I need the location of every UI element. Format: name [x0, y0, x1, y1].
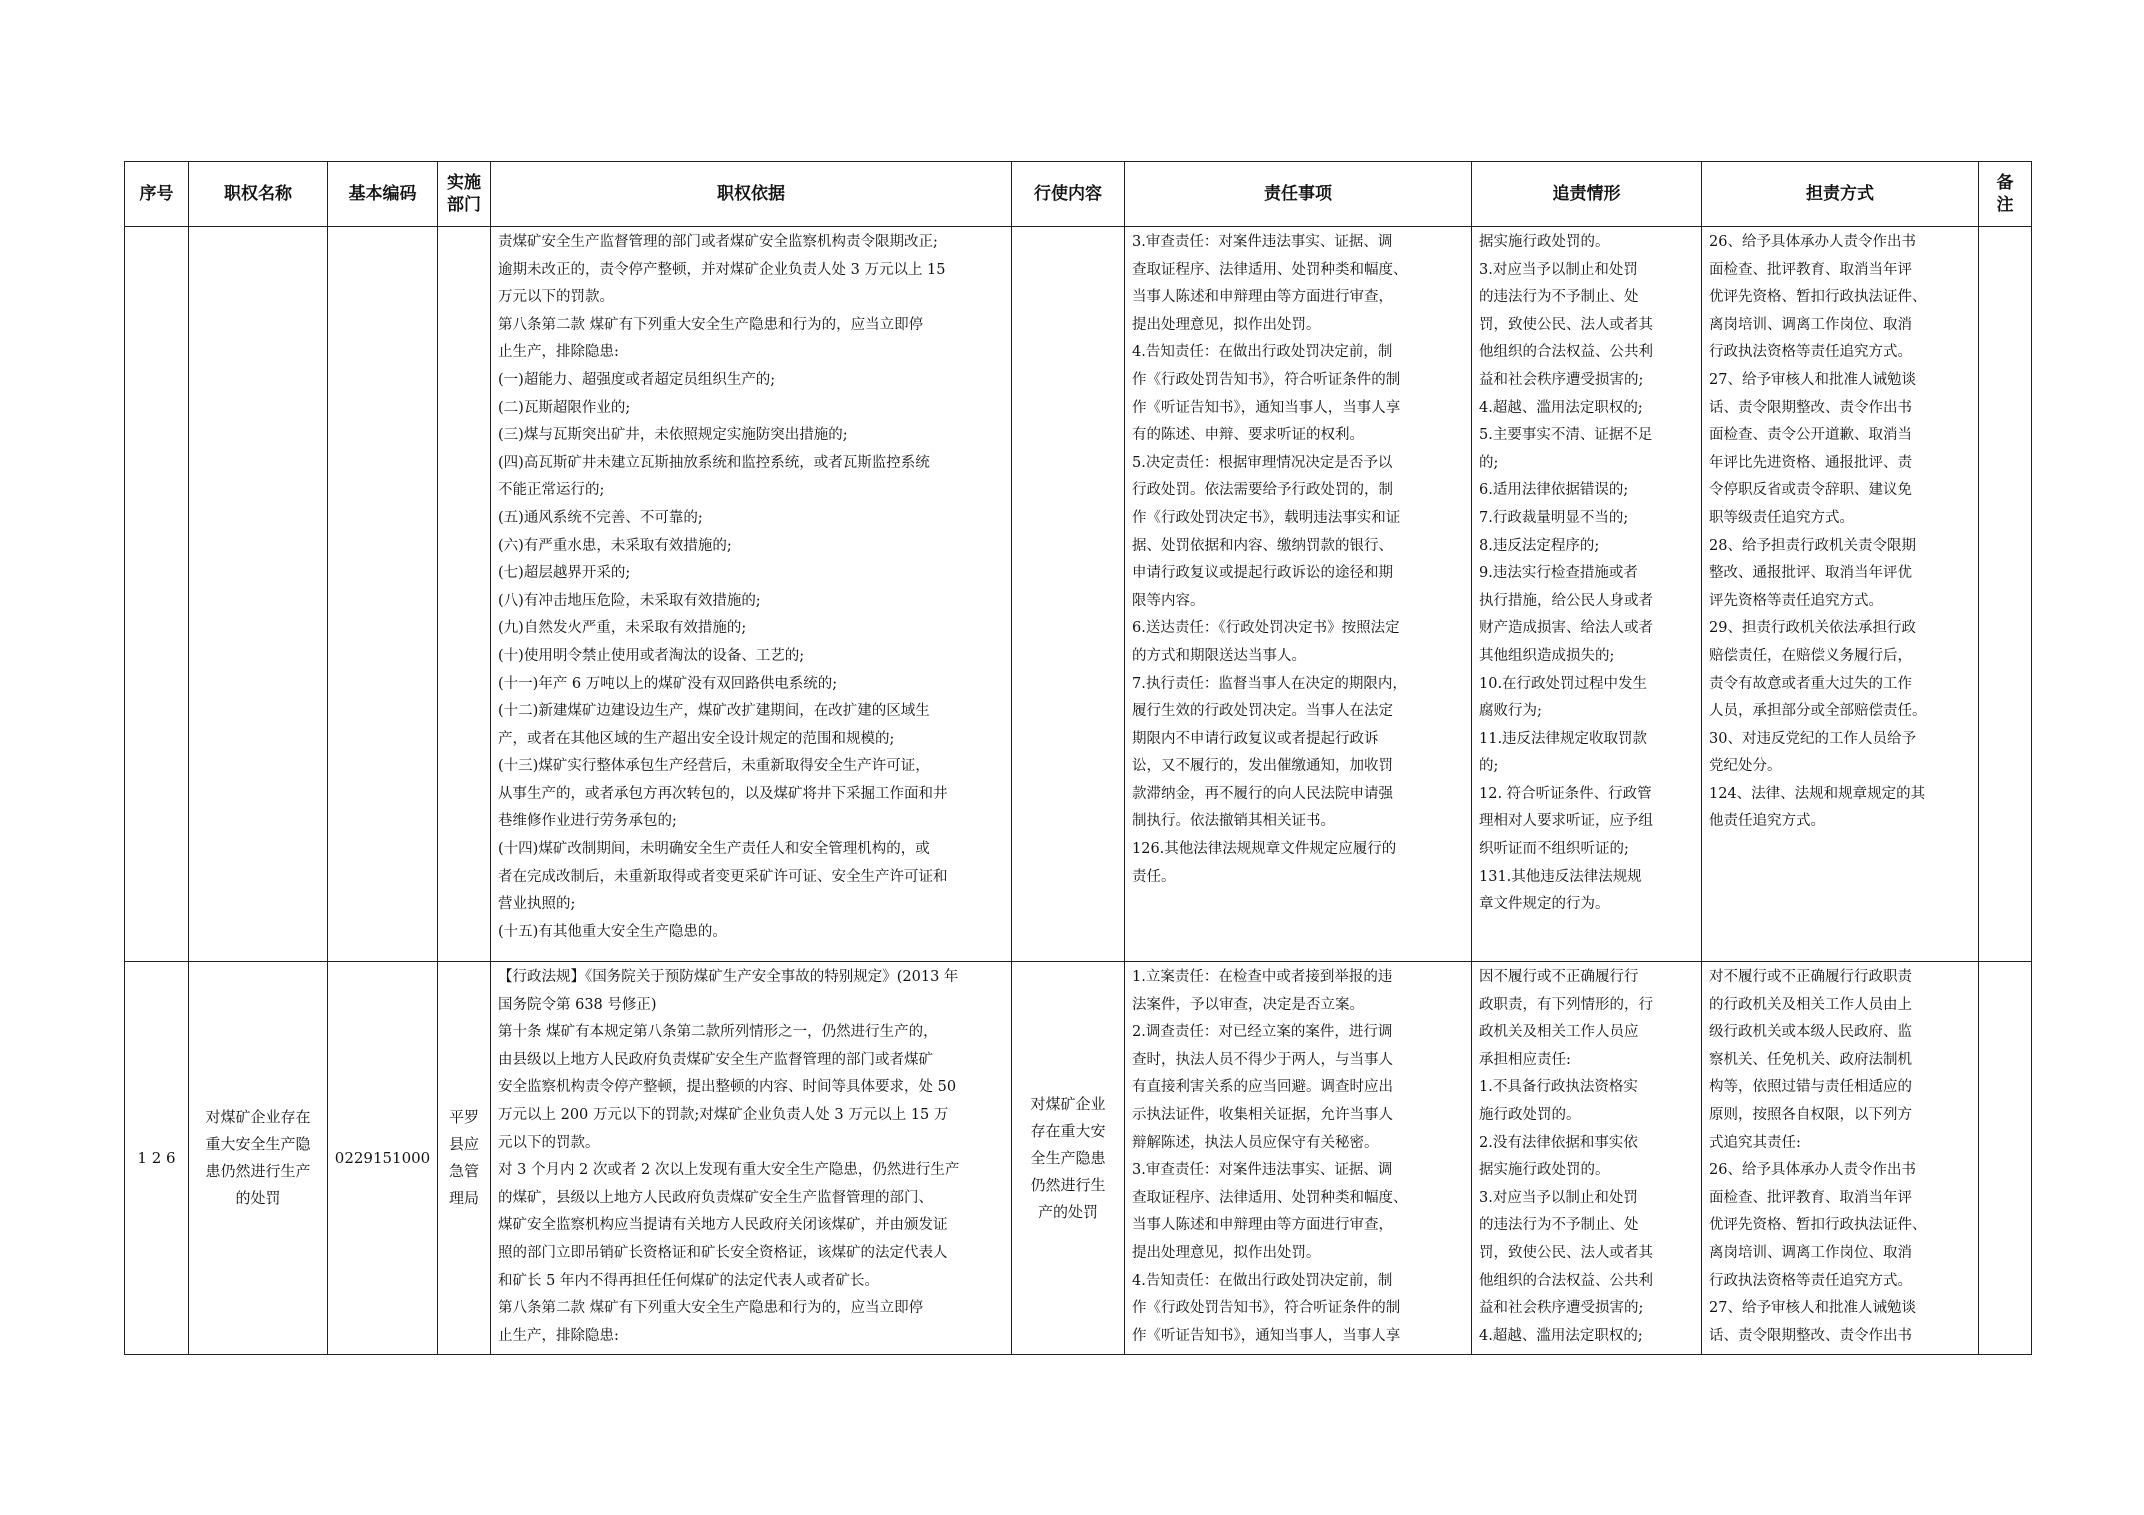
cell-line: 提出处理意见，拟作出处罚。 — [1132, 316, 1321, 333]
cell-line: (五)通风系统不完善、不可靠的; — [498, 509, 703, 526]
cell-line: 国务院令第 638 号修正) — [498, 996, 657, 1013]
seq-cell: 1 2 6 — [125, 962, 189, 1355]
cell-line: 评先资格等责任追究方式。 — [1709, 592, 1883, 609]
cell-line: 款滞纳金，再不履行的向人民法院申请强 — [1132, 785, 1393, 802]
cell-line: 政机关及相关工作人员应 — [1479, 1024, 1639, 1041]
cell-line: 营业执照的; — [498, 896, 576, 913]
cell-line: 面检查、批评教育、取消当年评 — [1709, 1189, 1912, 1206]
cell-line: 6.送达责任：《行政处罚决定书》按照法定 — [1132, 620, 1400, 637]
header-remark: 备 注 — [1979, 162, 2032, 227]
cell-line: 作《听证告知书》，通知当事人，当事人享 — [1132, 1327, 1401, 1344]
cell-line: (四)高瓦斯矿井未建立瓦斯抽放系统和监控系统，或者瓦斯监控系统 — [498, 454, 930, 471]
cell-line: 有的陈述、申辩、要求听证的权利。 — [1132, 427, 1364, 444]
header-name: 职权名称 — [189, 162, 328, 227]
cell-line: 理相对人要求听证，应予组 — [1479, 813, 1653, 830]
cell-line: 法案件，予以审查，决定是否立案。 — [1132, 996, 1364, 1013]
cell-line: 执行措施，给公民人身或者 — [1479, 592, 1653, 609]
header-dept: 实施 部门 — [438, 162, 491, 227]
cell-line: 5.决定责任：根据审理情况决定是否予以 — [1132, 454, 1393, 471]
cell-line: 的行政机关及相关工作人员由上 — [1709, 996, 1912, 1013]
cell-line: 2.调查责任：对已经立案的案件，进行调 — [1132, 1024, 1393, 1041]
cell-line: 人员，承担部分或全部赔偿责任。 — [1709, 703, 1927, 720]
basis-cell — [491, 227, 1012, 962]
header-accountability: 追责情形 — [1472, 162, 1702, 227]
cell-line: (十四)煤矿改制期间，未明确安全生产责任人和安全管理机构的，或 — [498, 841, 930, 858]
cell-line: (六)有严重水患，未采取有效措施的; — [498, 537, 732, 554]
remark-cell — [1979, 962, 2032, 1355]
liability-cell — [1702, 227, 1979, 962]
liability-cell — [1702, 962, 1979, 1355]
content-cell — [1012, 227, 1125, 962]
cell-line: (一)超能力、超强度或者超定员组织生产的; — [498, 371, 776, 388]
cell-line: 当事人陈述和申辩理由等方面进行审查， — [1132, 1217, 1393, 1234]
cell-line: 查时，执法人员不得少于两人，与当事人 — [1132, 1051, 1393, 1068]
cell-line: 4.超越、滥用法定职权的; — [1479, 1327, 1643, 1344]
cell-line: 当事人陈述和申辩理由等方面进行审查， — [1132, 289, 1393, 306]
code-cell: 0229151000 — [328, 962, 438, 1355]
cell-line: 限等内容。 — [1132, 592, 1205, 609]
cell-line: 4.告知责任：在做出行政处罚决定前，制 — [1132, 1272, 1393, 1289]
cell-line: 7.执行责任：监督当事人在决定的期限内， — [1132, 675, 1407, 692]
cell-line: 第八条第二款 煤矿有下列重大安全生产隐患和行为的，应当立即停 — [498, 316, 924, 333]
cell-line: 责令有故意或者重大过失的工作 — [1709, 675, 1912, 692]
table-row — [125, 227, 2032, 962]
cell-line: 止生产，排除隐患: — [498, 1327, 619, 1344]
cell-line: 面检查、责令公开道歉、取消当 — [1709, 427, 1912, 444]
cell-line: 的方式和期限送达当事人。 — [1132, 647, 1306, 664]
cell-line: 28、给予担责行政机关责令限期 — [1709, 537, 1916, 554]
cell-line: 离岗培训、调离工作岗位、取消 — [1709, 316, 1912, 333]
cell-line: (十五)有其他重大安全生产隐患的。 — [498, 923, 727, 940]
cell-line: 申请行政复议或提起行政诉讼的途径和期 — [1132, 565, 1393, 582]
cell-line: 据实施行政处罚的。 — [1479, 234, 1610, 250]
cell-line: 党纪处分。 — [1709, 758, 1782, 775]
cell-line: 26、给予具体承办人责令作出书 — [1709, 234, 1916, 250]
table-row — [125, 962, 2032, 1355]
cell-line: 12. 符合听证条件、行政管 — [1479, 785, 1652, 802]
cell-line: 5.主要事实不清、证据不足 — [1479, 427, 1653, 444]
cell-line: 9.违法实行检查措施或者 — [1479, 565, 1638, 582]
content-cell: 对煤矿企业存在重大安全生产隐患仍然进行生产的处罚 — [1012, 962, 1125, 1355]
cell-line: 罚，致使公民、法人或者其 — [1479, 316, 1653, 333]
cell-line: 元以下的罚款。 — [498, 1134, 600, 1151]
cell-line: 行政执法资格等责任追究方式。 — [1709, 1272, 1912, 1289]
cell-line: 他组织的合法权益、公共利 — [1479, 344, 1653, 361]
cell-line: 年评比先进资格、通报批评、责 — [1709, 454, 1912, 471]
cell-line: 施行政处罚的。 — [1479, 1106, 1581, 1123]
cell-line: 124、法律、法规和规章规定的其 — [1709, 785, 1926, 802]
cell-line: 因不履行或不正确履行行 — [1479, 969, 1639, 985]
cell-line: 不能正常运行的; — [498, 482, 605, 499]
cell-line: 26、给予具体承办人责令作出书 — [1709, 1162, 1916, 1179]
cell-line: 据、处罚依据和内容、缴纳罚款的银行、 — [1132, 537, 1393, 554]
cell-line: (七)超层越界开采的; — [498, 565, 631, 582]
cell-line: (八)有冲击地压危险，未采取有效措施的; — [498, 592, 761, 609]
code-cell — [328, 227, 438, 962]
cell-line: 的; — [1479, 758, 1499, 775]
cell-line: 8.违反法定程序的; — [1479, 537, 1600, 554]
cell-line: 2.没有法律依据和事实依 — [1479, 1134, 1638, 1151]
cell-line: 作《行政处罚告知书》，符合听证条件的制 — [1132, 1300, 1401, 1317]
header-code: 基本编码 — [328, 162, 438, 227]
cell-line: 整改、通报批评、取消当年评优 — [1709, 565, 1912, 582]
duty-cell — [1125, 227, 1472, 962]
cell-line: 对不履行或不正确履行行政职责 — [1709, 969, 1912, 985]
cell-line: 罚，致使公民、法人或者其 — [1479, 1244, 1653, 1261]
cell-line: (十三)煤矿实行整体承包生产经营后，未重新取得安全生产许可证， — [498, 758, 930, 775]
cell-line: 令停职反省或责令辞职、建议免 — [1709, 482, 1912, 499]
cell-line: 原则，按照各自权限，以下列方 — [1709, 1106, 1912, 1123]
cell-line: 27、给予审核人和批准人诫勉谈 — [1709, 371, 1916, 388]
cell-line: (三)煤与瓦斯突出矿井，未依照规定实施防突出措施的; — [498, 427, 848, 444]
cell-line: 示执法证件，收集相关证据，允许当事人 — [1132, 1106, 1393, 1123]
cell-line: 话、责令限期整改、责令作出书 — [1709, 399, 1912, 416]
cell-line: 承担相应责任: — [1479, 1051, 1571, 1068]
cell-line: 据实施行政处罚的。 — [1479, 1162, 1610, 1179]
cell-line: 第十条 煤矿有本规定第八条第二款所列情形之一，仍然进行生产的， — [498, 1024, 938, 1041]
cell-line: (十一)年产 6 万吨以上的煤矿没有双回路供电系统的; — [498, 675, 838, 692]
cell-line: 他组织的合法权益、公共利 — [1479, 1272, 1653, 1289]
cell-line: 离岗培训、调离工作岗位、取消 — [1709, 1244, 1912, 1261]
cell-line: 万元以下的罚款。 — [498, 289, 614, 306]
cell-line: 的违法行为不予制止、处 — [1479, 1217, 1639, 1234]
cell-line: 财产造成损害、给法人或者 — [1479, 620, 1653, 637]
dept-cell: 平罗县应急管理局 — [438, 962, 491, 1355]
cell-line: 责煤矿安全生产监督管理的部门或者煤矿安全监察机构责令限期改正; — [498, 234, 938, 250]
cell-line: 行政执法资格等责任追究方式。 — [1709, 344, 1912, 361]
cell-line: 益和社会秩序遭受损害的; — [1479, 371, 1644, 388]
cell-line: 1.不具备行政执法资格实 — [1479, 1079, 1638, 1096]
remark-cell — [1979, 227, 2032, 962]
cell-line: 131.其他违反法律法规规 — [1479, 868, 1642, 885]
dept-cell — [438, 227, 491, 962]
cell-line: 期限内不申请行政复议或者提起行政诉 — [1132, 730, 1379, 747]
cell-line: 讼，又不履行的，发出催缴通知，加收罚 — [1132, 758, 1393, 775]
cell-line: 履行生效的行政处罚决定。当事人在法定 — [1132, 703, 1393, 720]
cell-line: 作《听证告知书》，通知当事人，当事人享 — [1132, 399, 1401, 416]
cell-line: 3.对应当予以制止和处罚 — [1479, 261, 1638, 278]
cell-line: 照的部门立即吊销矿长资格证和矿长安全资格证，该煤矿的法定代表人 — [498, 1244, 948, 1261]
cell-line: 10.在行政处罚过程中发生 — [1479, 675, 1648, 692]
header-content: 行使内容 — [1012, 162, 1125, 227]
cell-line: 3.对应当予以制止和处罚 — [1479, 1189, 1638, 1206]
cell-line: 安全监察机构责令停产整顿，提出整顿的内容、时间等具体要求，处 50 — [498, 1079, 957, 1096]
cell-line: 产，或者在其他区域的生产超出安全设计规定的范围和规模的; — [498, 730, 895, 747]
cell-line: 构等，依照过错与责任相适应的 — [1709, 1079, 1912, 1096]
cell-line: 作《行政处罚告知书》，符合听证条件的制 — [1132, 371, 1401, 388]
cell-line: 行政处罚。依法需要给予行政处罚的，制 — [1132, 482, 1393, 499]
seq-cell — [125, 227, 189, 962]
cell-line: 提出处理意见，拟作出处罚。 — [1132, 1244, 1321, 1261]
cell-line: 章文件规定的行为。 — [1479, 896, 1610, 913]
cell-line: 职等级责任追究方式。 — [1709, 509, 1854, 526]
cell-line: 27、给予审核人和批准人诫勉谈 — [1709, 1300, 1916, 1317]
cell-line: 11.违反法律规定收取罚款 — [1479, 730, 1648, 747]
header-basis: 职权依据 — [491, 162, 1012, 227]
cell-line: 制执行。依法撤销其相关证书。 — [1132, 813, 1335, 830]
cell-line: 6.适用法律依据错误的; — [1479, 482, 1629, 499]
cell-line: 从事生产的，或者承包方再次转包的，以及煤矿将井下采掘工作面和井 — [498, 785, 948, 802]
cell-line: 话、责令限期整改、责令作出书 — [1709, 1327, 1912, 1344]
cell-line: 对 3 个月内 2 次或者 2 次以上发现有重大安全生产隐患，仍然进行生产 — [498, 1162, 960, 1179]
cell-line: 第八条第二款 煤矿有下列重大安全生产隐患和行为的，应当立即停 — [498, 1300, 924, 1317]
cell-line: (十)使用明令禁止使用或者淘汰的设备、工艺的; — [498, 647, 805, 664]
cell-line: 者在完成改制后，未重新取得或者变更采矿许可证、安全生产许可证和 — [498, 868, 948, 885]
cell-line: 的违法行为不予制止、处 — [1479, 289, 1639, 306]
cell-line: 的; — [1479, 454, 1499, 471]
cell-line: 政职责，有下列情形的，行 — [1479, 996, 1653, 1013]
header-seq: 序号 — [125, 162, 189, 227]
duty-cell — [1125, 962, 1472, 1355]
cell-line: 式追究其责任: — [1709, 1134, 1801, 1151]
authority-table — [124, 161, 2032, 1355]
cell-line: 益和社会秩序遭受损害的; — [1479, 1300, 1644, 1317]
cell-line: (九)自然发火严重，未采取有效措施的; — [498, 620, 747, 637]
cell-line: 3.审查责任：对案件违法事实、证据、调 — [1132, 234, 1393, 250]
cell-line: 3.审查责任：对案件违法事实、证据、调 — [1132, 1162, 1393, 1179]
cell-line: 和矿长 5 年内不得再担任任何煤矿的法定代表人或者矿长。 — [498, 1272, 879, 1289]
header-duty: 责任事项 — [1125, 162, 1472, 227]
cell-line: 由县级以上地方人民政府负责煤矿安全生产监督管理的部门或者煤矿 — [498, 1051, 933, 1068]
cell-line: 1.立案责任：在检查中或者接到举报的违 — [1132, 969, 1393, 985]
cell-line: 责任。 — [1132, 868, 1176, 885]
cell-line: 辩解陈述，执法人员应保守有关秘密。 — [1132, 1134, 1379, 1151]
header-row — [125, 162, 2032, 227]
cell-line: 织听证而不组织听证的; — [1479, 841, 1629, 858]
cell-line: 煤矿安全监察机构应当提请有关地方人民政府关闭该煤矿，并由颁发证 — [498, 1217, 948, 1234]
cell-line: 他责任追究方式。 — [1709, 813, 1825, 830]
header-liability: 担责方式 — [1702, 162, 1979, 227]
cell-line: 4.超越、滥用法定职权的; — [1479, 399, 1643, 416]
cell-line: 29、担责行政机关依法承担行政 — [1709, 620, 1916, 637]
cell-line: (二)瓦斯超限作业的; — [498, 399, 631, 416]
cell-line: 逾期未改正的，责令停产整顿，并对煤矿企业负责人处 3 万元以上 15 — [498, 261, 946, 278]
name-cell — [189, 227, 328, 962]
cell-line: 万元以上 200 万元以下的罚款;对煤矿企业负责人处 3 万元以上 15 万 — [498, 1106, 949, 1123]
cell-line: 30、对违反党纪的工作人员给予 — [1709, 730, 1916, 747]
cell-line: 查取证程序、法律适用、处罚种类和幅度、 — [1132, 261, 1408, 278]
cell-line: 优评先资格、暂扣行政执法证件、 — [1709, 289, 1927, 306]
cell-line: 巷维修作业进行劳务承包的; — [498, 813, 677, 830]
cell-line: 级行政机关或本级人民政府、监 — [1709, 1024, 1912, 1041]
cell-line: 7.行政裁量明显不当的; — [1479, 509, 1629, 526]
cell-line: 赔偿责任，在赔偿义务履行后， — [1709, 647, 1912, 664]
cell-line: 的煤矿，县级以上地方人民政府负责煤矿安全生产监督管理的部门、 — [498, 1189, 933, 1206]
accountability-cell — [1472, 227, 1702, 962]
cell-line: 作《行政处罚决定书》，载明违法事实和证 — [1132, 509, 1401, 526]
basis-cell — [491, 962, 1012, 1355]
name-cell: 对煤矿企业存在重大安全生产隐患仍然进行生产的处罚 — [189, 962, 328, 1355]
cell-line: 126.其他法律法规规章文件规定应履行的 — [1132, 841, 1397, 858]
cell-line: 面检查、批评教育、取消当年评 — [1709, 261, 1912, 278]
cell-line: 【行政法规】《国务院关于预防煤矿生产安全事故的特别规定》(2013 年 — [498, 969, 959, 985]
cell-line: (十二)新建煤矿边建设边生产，煤矿改扩建期间，在改扩建的区域生 — [498, 703, 930, 720]
accountability-cell — [1472, 962, 1702, 1355]
cell-line: 其他组织造成损失的; — [1479, 647, 1615, 664]
cell-line: 止生产，排除隐患: — [498, 344, 619, 361]
cell-line: 有直接利害关系的应当回避。调查时应出 — [1132, 1079, 1393, 1096]
cell-line: 4.告知责任：在做出行政处罚决定前，制 — [1132, 344, 1393, 361]
cell-line: 查取证程序、法律适用、处罚种类和幅度、 — [1132, 1189, 1408, 1206]
cell-line: 腐败行为; — [1479, 703, 1542, 720]
cell-line: 优评先资格、暂扣行政执法证件、 — [1709, 1217, 1927, 1234]
cell-line: 察机关、任免机关、政府法制机 — [1709, 1051, 1912, 1068]
